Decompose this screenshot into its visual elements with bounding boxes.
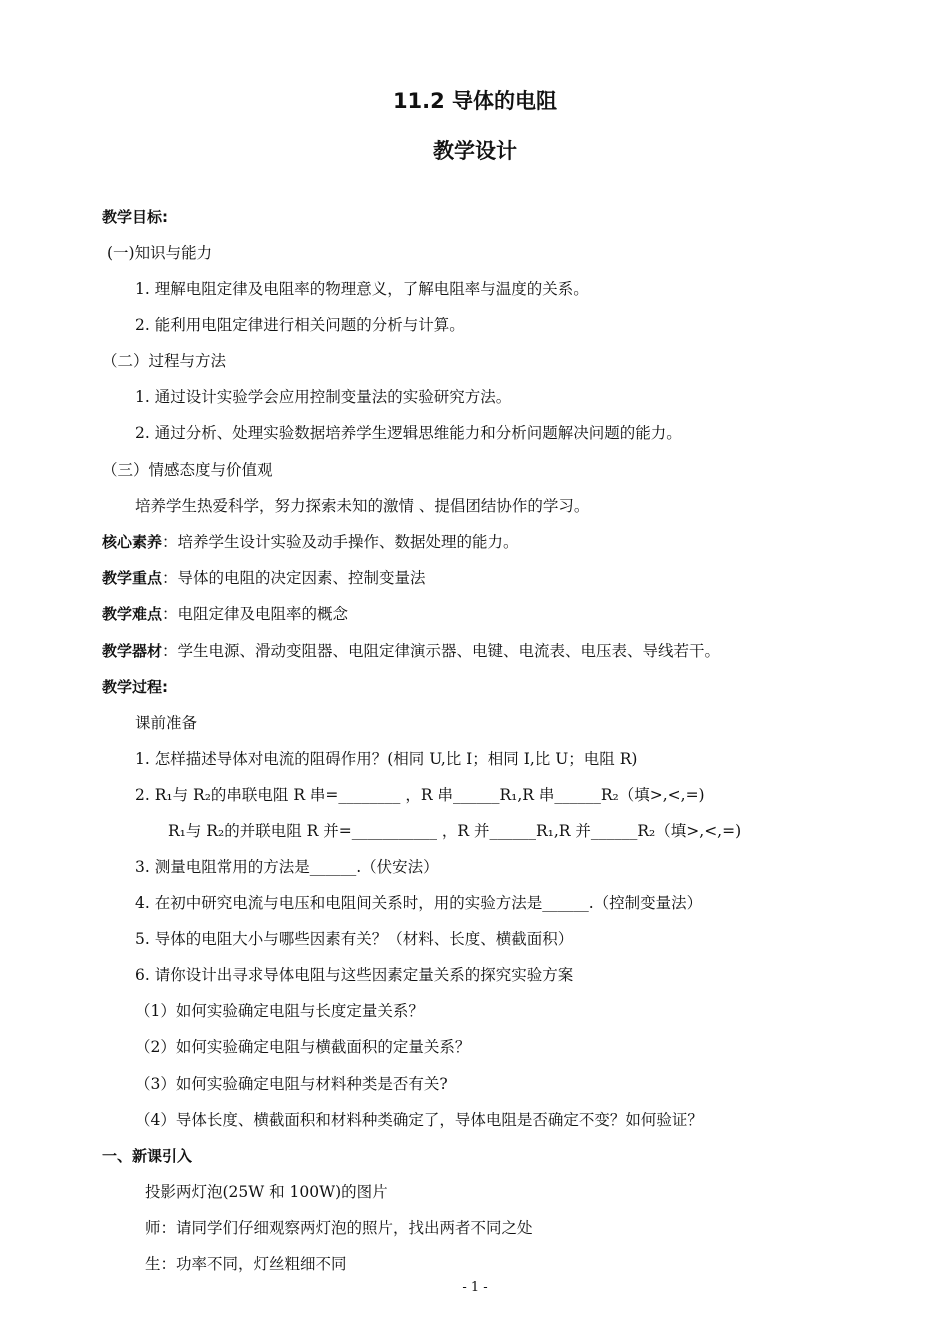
question: 4. 在初中研究电流与电压和电阻间关系时，用的实验方法是______.（控制变量法） <box>135 894 703 912</box>
diff-label: 教学难点 <box>102 605 163 623</box>
question: 2. R₁与 R₂的串联电阻 R 串=________ ，R 串______R₁,R 串______R₂（填>,<,=) <box>135 786 705 804</box>
core-label: 核心素养 <box>102 533 163 551</box>
goal-item: 2. 通过分析、处理实验数据培养学生逻辑思维能力和分析问题解决问题的能力。 <box>135 424 682 442</box>
question: 6. 请你设计出寻求导体电阻与这些因素定量关系的探究实验方案 <box>135 966 574 984</box>
section-knowledge: (一)知识与能力 <box>107 244 213 262</box>
doc-subtitle: 教学设计 <box>433 139 517 163</box>
key-label: 教学重点 <box>102 569 163 587</box>
prep-label: 课前准备 <box>135 714 198 732</box>
sub-question: （2）如何实验确定电阻与横截面积的定量关系？ <box>135 1038 471 1056</box>
section-process: （二）过程与方法 <box>102 352 227 370</box>
doc-title: 11.2 导体的电阻 <box>392 89 558 113</box>
question: 1. 怎样描述导体对电流的阻碍作用？(相同 U,比 I；相同 I,比 U；电阻 R) <box>135 750 638 768</box>
core-text: ：培养学生设计实验及动手操作、数据处理的能力。 <box>162 533 519 551</box>
sub-question: （3）如何实验确定电阻与材料种类是否有关? <box>135 1075 448 1093</box>
process-heading: 教学过程: <box>102 678 168 696</box>
sub-question: （4）导体长度、横截面积和材料种类确定了，导体电阻是否确定不变？如何验证？ <box>135 1111 703 1129</box>
paragraph: 生：功率不同，灯丝粗细不同 <box>145 1255 347 1273</box>
diff-text: ：电阻定律及电阻率的概念 <box>162 605 349 623</box>
goal-item: 2. 能利用电阻定律进行相关问题的分析与计算。 <box>135 316 465 334</box>
question: R₁与 R₂的并联电阻 R 并=___________ ，R 并______R₁,R 并______R₂（填>,<,=) <box>168 822 742 840</box>
part-heading: 一、新课引入 <box>102 1147 193 1165</box>
equip-text: ：学生电源、滑动变阻器、电阻定律演示器、电键、电流表、电压表、导线若干。 <box>162 642 721 660</box>
goal-item: 培养学生热爱科学，努力探索未知的激情 、提倡团结协作的学习。 <box>135 497 590 515</box>
equip-label: 教学器材 <box>102 642 163 660</box>
key-text: ：导体的电阻的决定因素、控制变量法 <box>162 569 426 587</box>
key-points <box>102 567 426 589</box>
difficult-points <box>102 603 348 625</box>
paragraph: 师：请同学们仔细观察两灯泡的照片，找出两者不同之处 <box>145 1219 533 1237</box>
paragraph: 投影两灯泡(25W 和 100W)的图片 <box>145 1183 388 1201</box>
goals-heading: 教学目标: <box>102 208 168 226</box>
page-number: - 1 - <box>462 1280 488 1295</box>
equipment <box>102 640 720 662</box>
goal-item: 1. 理解电阻定律及电阻率的物理意义，了解电阻率与温度的关系。 <box>135 280 589 298</box>
core-literacy <box>102 531 519 553</box>
section-attitude: （三）情感态度与价值观 <box>102 461 273 479</box>
question: 3. 测量电阻常用的方法是______.（伏安法） <box>135 858 439 876</box>
sub-question: （1）如何实验确定电阻与长度定量关系？ <box>135 1002 424 1020</box>
goal-item: 1. 通过设计实验学会应用控制变量法的实验研究方法。 <box>135 388 512 406</box>
question: 5. 导体的电阻大小与哪些因素有关？（材料、长度、横截面积） <box>135 930 574 948</box>
